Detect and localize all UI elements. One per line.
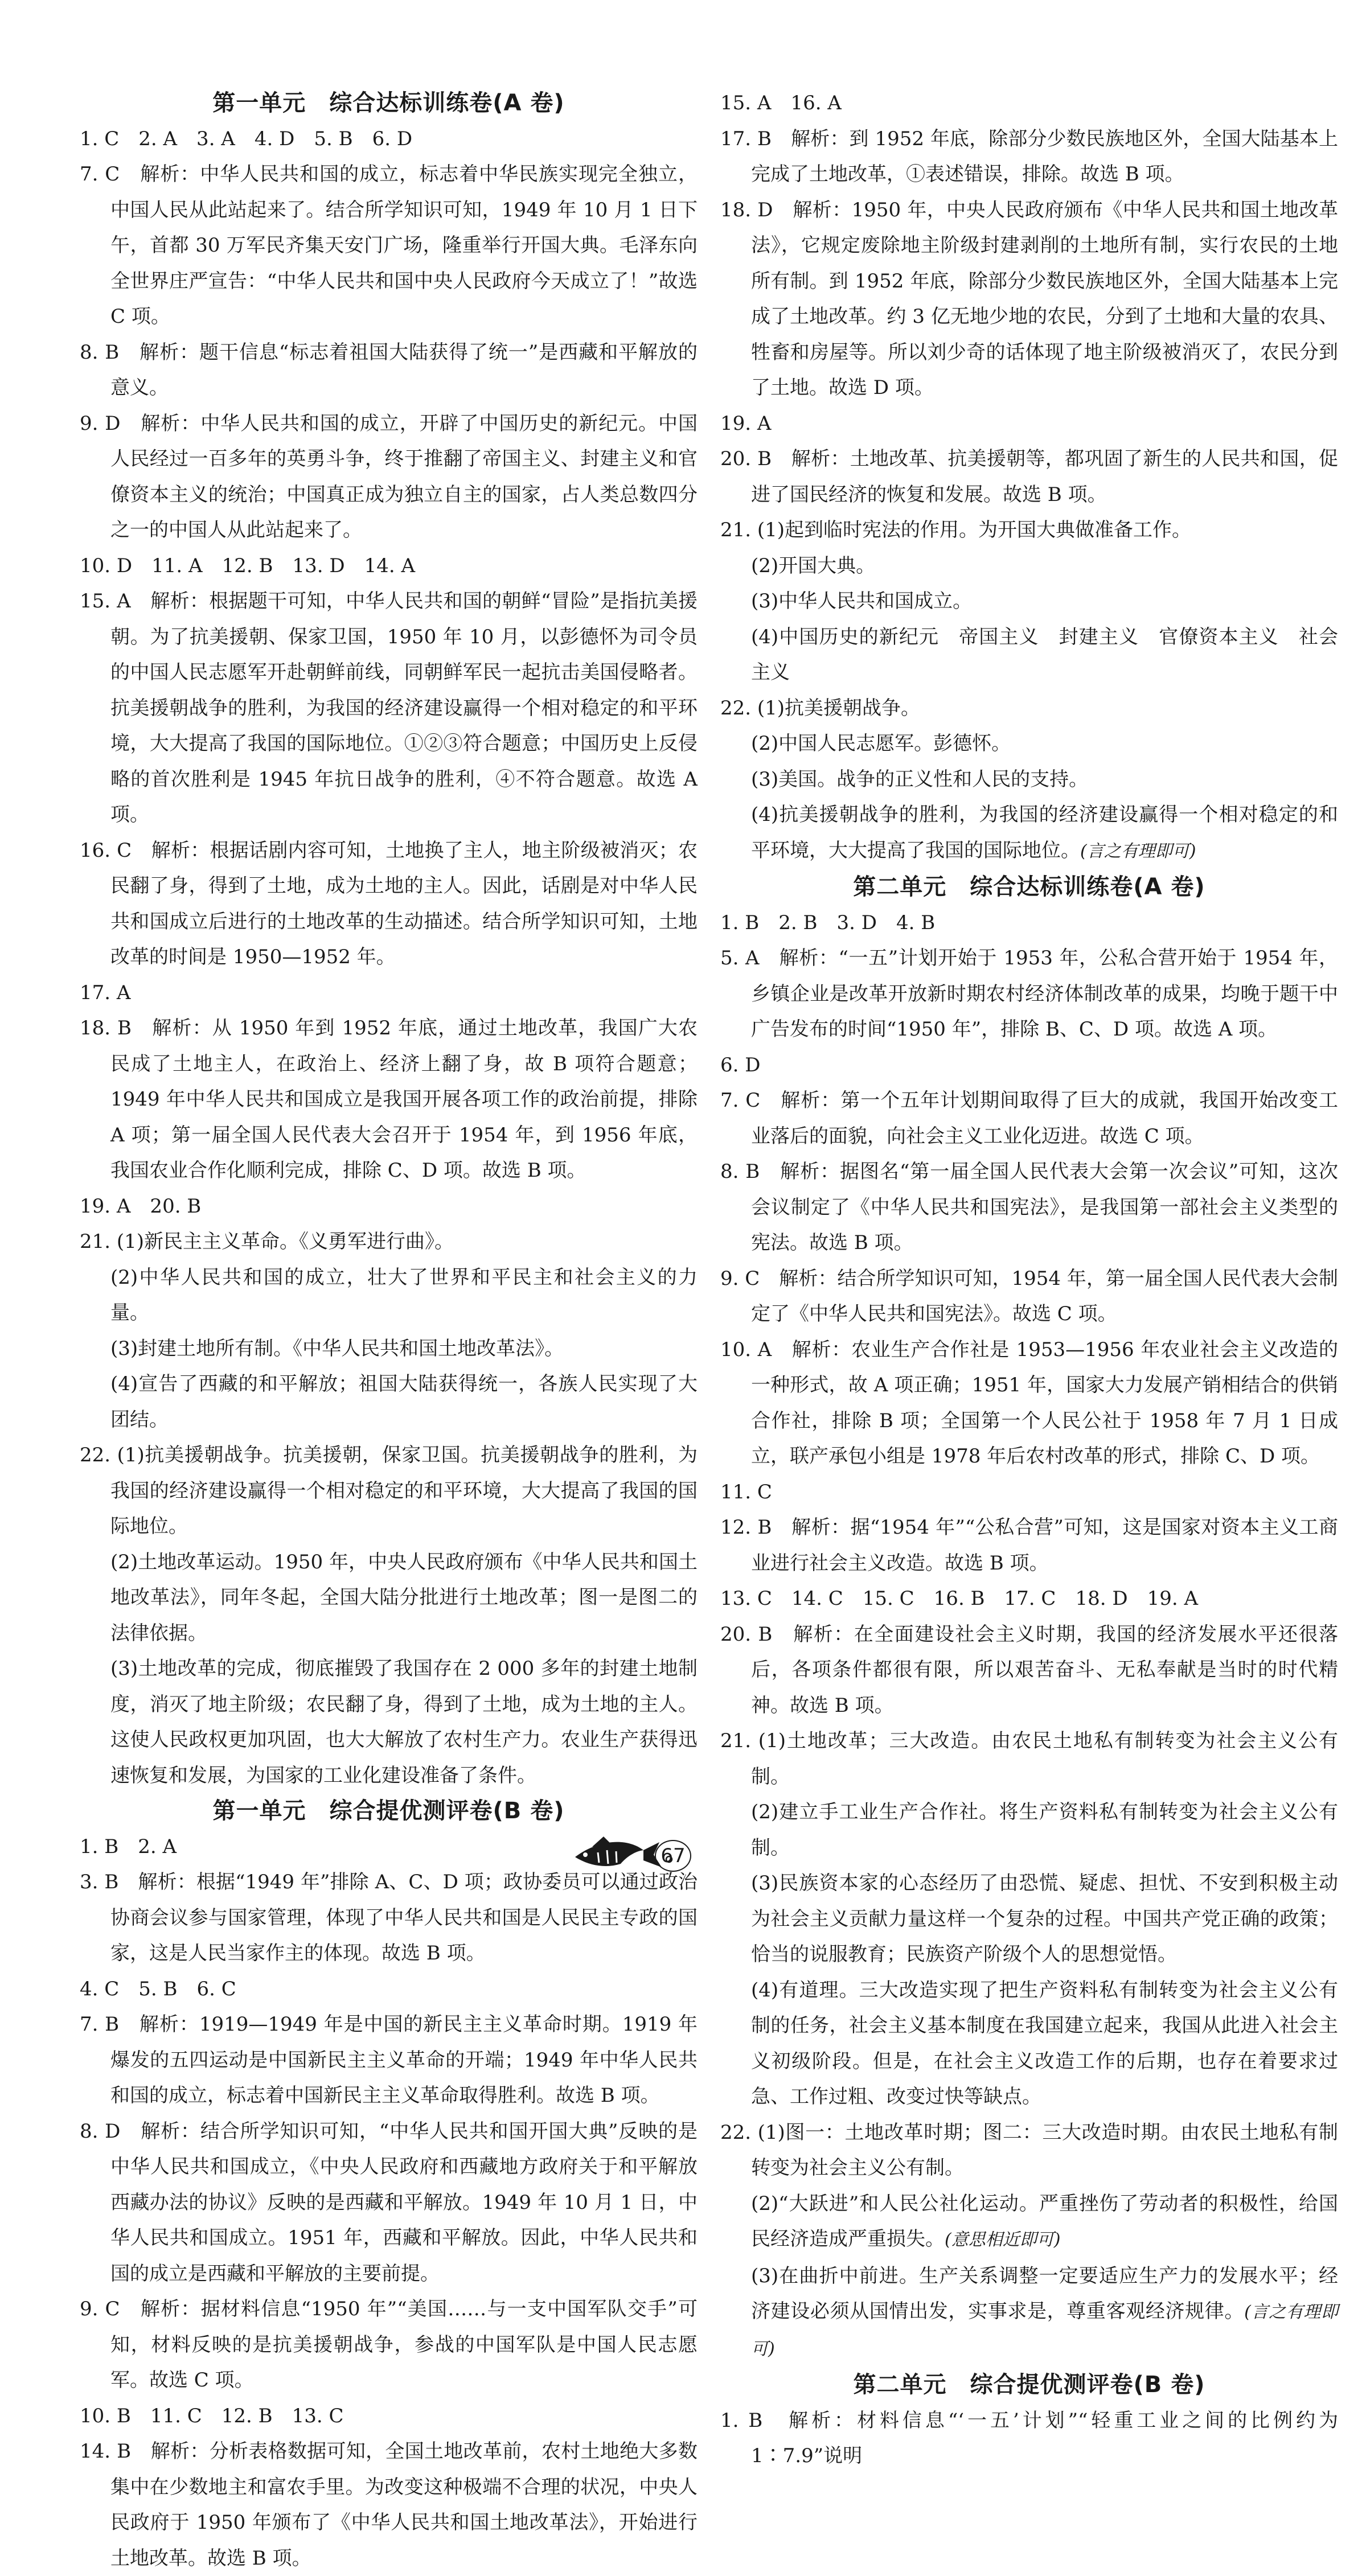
answer-text: 第一单元 综合提优测评卷(B 卷): [212, 1798, 565, 1824]
answer-text: 17. A: [80, 981, 131, 1004]
answer-text: 21. (1)新民主主义革命。《义勇军进行曲》。: [80, 1230, 454, 1253]
answer-text: 10. B 11. C 12. B 13. C: [80, 2404, 344, 2427]
answer-text: 16. C 解析：根据话剧内容可知，土地换了主人，地主阶级被消灭；农民翻了身，得到了土地，成为土地的主人。因此，话剧是对中华人民共和国成立后进行的土地改革的生动描述。结合所学知识可知，土地改革的时间是 1950—1952 年。: [80, 839, 698, 968]
answer-text: 第一单元 综合达标训练卷(A 卷): [212, 90, 565, 116]
answer-subpart: [720, 584, 1338, 619]
answer-item: [720, 1047, 1338, 1083]
answer-text: 20. B 解析：在全面建设社会主义时期，我国的经济发展水平还很落后，各项条件都很有限，所以艰苦奋斗、无私奉献是当时的时代精神。故选 B 项。: [720, 1622, 1338, 1717]
answer-text: 1. B 2. B 3. D 4. B: [720, 911, 936, 934]
answer-text: 13. C 14. C 15. C 16. B 17. C 18. D 19. A: [720, 1587, 1199, 1610]
answer-item: [80, 975, 698, 1011]
answer-item: [720, 512, 1338, 548]
answer-item: [80, 121, 698, 157]
answer-text: 20. B 解析：土地改革、抗美援朝等，都巩固了新生的人民共和国，促进了国民经济的恢复和发展。故选 B 项。: [720, 447, 1338, 506]
answer-text: (3)在曲折中前进。生产关系调整一定要适应生产力的发展水平；经济建设必须从国情出发，实事求是，尊重客观经济规律。: [751, 2264, 1338, 2323]
answer-text: 1. B 2. A: [80, 1835, 177, 1858]
answer-item: [720, 1617, 1338, 1724]
answer-text: 9. C 解析：据材料信息“1950 年”“美国……与一支中国军队交手”可知，材料反映的是抗美援朝战争，参战的中国军队是中国人民志愿军。故选 C 项。: [80, 2298, 698, 2392]
answer-text: (3)民族资本家的心态经历了由恐慌、疑虑、担忧、不安到积极主动为社会主义贡献力量这样一个复杂的过程。中国共产党正确的政策；恰当的说服教育；民族资产阶级个人的思想觉悟。: [751, 1872, 1338, 1966]
answer-text: 8. B 解析：据图名“第一届全国人民代表大会第一次会议”可知，这次会议制定了《中华人民共和国宪法》，是我国第一部社会主义类型的宪法。故选 B 项。: [720, 1160, 1338, 1254]
answer-text: 15. A 解析：根据题干可知，中华人民共和国的朝鲜“冒险”是指抗美援朝。为了抗美援朝、保家卫国，1950 年 10 月，以彭德怀为司令员的中国人民志愿军开赴朝鲜前线，同朝鲜军民一起抗击美国侵略者。抗美援朝战争的胜利，为我国的经济建设赢得一个相对稳定的和平环境，大大提高了我国的国际地位。①②③符合题意；中国历史上反侵略的首次胜利是 1945 年抗日战争的胜利，④不符合题意。故选 A 项。: [80, 590, 698, 826]
section-heading: [720, 2367, 1338, 2403]
answer-text: (4)有道理。三大改造实现了把生产资料私有制转变为社会主义公有制的任务，社会主义基本制度在我国建立起来，我国从此进入社会主义初级阶段。但是，在社会主义改造工作的后期，也存在着要求过急、工作过粗、改变过快等缺点。: [751, 1978, 1338, 2108]
answer-subpart: [720, 2258, 1338, 2368]
answer-subpart: [720, 797, 1338, 869]
answer-text: 8. D 解析：结合所学知识可知，“中华人民共和国开国大典”反映的是中华人民共和国成立，《中央人民政府和西藏地方政府关于和平解放西藏办法的协议》反映的是西藏和平解放。1949 年 10 月 1 日，中华人民共和国成立。1951 年，西藏和平解放。因此，中华人民共和国的成立是西藏和平解放的主要前提。: [80, 2119, 698, 2285]
answer-text: 18. B 解析：从 1950 年到 1952 年底，通过土地改革，我国广大农民成了土地主人，在政治上、经济上翻了身，故 B 项符合题意；1949 年中华人民共和国成立是我国开展各项工作的政治前提，排除 A 项；第一届全国人民代表大会召开于 1954 年，到 1956 年底，我国农业合作化顺利完成，排除 C、D 项。故选 B 项。: [80, 1017, 698, 1182]
answer-text: 21. (1)土地改革；三大改造。由农民土地私有制转变为社会主义公有制。: [720, 1729, 1338, 1788]
answer-text: 19. A: [720, 412, 772, 435]
answer-text: 6. D: [720, 1053, 761, 1077]
answer-text: (4)中国历史的新纪元 帝国主义 封建主义 官僚资本主义 社会主义: [751, 625, 1338, 684]
answer-subpart: [720, 2186, 1338, 2258]
answer-text: 1. C 2. A 3. A 4. D 5. B 6. D: [80, 127, 413, 150]
left-column: [80, 85, 698, 2576]
answer-subpart: [720, 1866, 1338, 1973]
answer-text: 第二单元 综合达标训练卷(A 卷): [853, 874, 1205, 900]
answer-item: [80, 1010, 698, 1189]
answer-text: 12. B 解析：据“1954 年”“公私合营”可知，这是国家对资本主义工商业进行社会主义改造。故选 B 项。: [720, 1516, 1338, 1575]
right-column: [720, 85, 1338, 2474]
answer-text: 22. (1)图一：土地改革时期；图二：三大改造时期。由农民土地私有制转变为社会主义公有制。: [720, 2121, 1338, 2179]
answer-text: 4. C 5. B 6. C: [80, 1977, 236, 2000]
answer-text: 22. (1)抗美援朝战争。抗美援朝，保家卫国。抗美援朝战争的胜利，为我国的经济建设赢得一个相对稳定的和平环境，大大提高了我国的国际地位。: [80, 1444, 698, 1538]
answer-item: [80, 2291, 698, 2398]
answer-text: (2)中华人民共和国的成立，壮大了世界和平民主和社会主义的力量。: [110, 1266, 698, 1324]
answer-item: [720, 121, 1338, 192]
answer-subpart: [80, 1651, 698, 1793]
answer-item: [720, 1332, 1338, 1474]
answer-subpart: [80, 1260, 698, 1331]
answer-item: [80, 2398, 698, 2434]
answer-item: [720, 406, 1338, 442]
answer-item: [80, 833, 698, 975]
answer-item: [80, 1189, 698, 1225]
answer-text: 3. B 解析：根据“1949 年”排除 A、C、D 项；政协委员可以通过政治协商会议参与国家管理，体现了中华人民共和国是人民民主专政的国家，这是人民当家作主的体现。故选 B 项。: [80, 1871, 698, 1965]
answer-text: 1. B 解析：材料信息“‘一五’计划”“轻重工业之间的比例约为 1∶7.9”说明: [720, 2409, 1338, 2467]
answer-note: (言之有理即可): [1080, 841, 1196, 861]
answer-text: 15. A 16. A: [720, 92, 842, 114]
answer-item: [720, 1261, 1338, 1332]
answer-item: [720, 691, 1338, 726]
answer-text: 第二单元 综合提优测评卷(B 卷): [853, 2372, 1205, 2398]
answer-item: [80, 584, 698, 833]
answer-text: 7. B 解析：1919—1949 年是中国的新民主主义革命时期。1919 年爆发的五四运动是中国新民主主义革命的开端；1949 年中华人民共和国的成立，标志着中国新民主主义革命取得胜利。故选 B 项。: [80, 2013, 698, 2107]
answer-item: [720, 1723, 1338, 1794]
answer-item: [80, 406, 698, 548]
answer-text: (3)封建土地所有制。《中华人民共和国土地改革法》。: [110, 1337, 564, 1360]
answer-subpart: [720, 1794, 1338, 1866]
answer-text: 5. A 解析：“一五”计划开始于 1953 年，公私合营开始于 1954 年，乡镇企业是改革开放新时期农村经济体制改革的成果，均晚于题干中广告发布的时间“1950 年”，排除 B、C、D 项。故选 A 项。: [720, 947, 1338, 1041]
answer-subpart: [720, 619, 1338, 691]
answer-subpart: [720, 726, 1338, 762]
answer-item: [720, 441, 1338, 512]
answer-item: [80, 1224, 698, 1260]
section-heading: [80, 85, 698, 121]
answer-text: (2)中国人民志愿军。彭德怀。: [751, 732, 1011, 755]
answer-text: 10. D 11. A 12. B 13. D 14. A: [80, 554, 416, 577]
answer-item: [80, 157, 698, 335]
answer-item: [720, 1474, 1338, 1510]
answer-text: (4)抗美援朝战争的胜利，为我国的经济建设赢得一个相对稳定的和平环境，大大提高了我国的国际地位。: [751, 803, 1338, 862]
section-heading: [80, 1793, 698, 1829]
answer-item: [80, 1971, 698, 2007]
answer-item: [720, 1581, 1338, 1617]
section-heading: [720, 869, 1338, 905]
answer-text: 21. (1)起到临时宪法的作用。为开国大典做准备工作。: [720, 519, 1192, 541]
answer-text: 9. D 解析：中华人民共和国的成立，开辟了中国历史的新纪元。中国人民经过一百多年的英勇斗争，终于推翻了帝国主义、封建主义和官僚资本主义的统治；中国真正成为独立自主的国家，占人类总数四分之一的中国人从此站起来了。: [80, 412, 698, 541]
answer-text: (4)宣告了西藏的和平解放；祖国大陆获得统一，各族人民实现了大团结。: [110, 1373, 698, 1431]
answer-note: (言之有理即可): [751, 2302, 1338, 2359]
answer-item: [720, 1154, 1338, 1261]
answer-text: 14. B 解析：分析表格数据可知，全国土地改革前，农村土地绝大多数集中在少数地主和富农手里。为改变这种极端不合理的状况，中央人民政府于 1950 年颁布了《中华人民共和国土地改革法》，开始进行土地改革。故选 B 项。: [80, 2440, 698, 2570]
answer-text: (2)建立手工业生产合作社。将生产资料私有制转变为社会主义公有制。: [751, 1801, 1338, 1859]
answer-subpart: [720, 548, 1338, 584]
answer-text: (2)“大跃进”和人民公社化运动。严重挫伤了劳动者的积极性，给国民经济造成严重损失。: [751, 2192, 1338, 2250]
answer-text: 7. C 解析：第一个五年计划期间取得了巨大的成就，我国开始改变工业落后的面貌，向社会主义工业化迈进。故选 C 项。: [720, 1089, 1338, 1148]
answer-item: [80, 2434, 698, 2576]
answer-text: 10. A 解析：农业生产合作社是 1953—1956 年农业社会主义改造的一种形式，故 A 项正确；1951 年，国家大力发展产销相结合的供销合作社，排除 B 项；全国第一个人民公社于 1958 年 7 月 1 日成立，联产承包小组是 1978 年后农村改革的形式，排除 C、D 项。: [720, 1338, 1338, 1468]
answer-text: 19. A 20. B: [80, 1194, 202, 1218]
answer-text: (2)开国大典。: [751, 554, 876, 577]
answer-item: [80, 1864, 698, 1971]
answer-item: [80, 548, 698, 584]
answer-text: (2)土地改革运动。1950 年，中央人民政府颁布《中华人民共和国土地改革法》，同年冬起，全国大陆分批进行土地改革；图一是图二的法律依据。: [110, 1550, 698, 1645]
answer-text: 8. B 解析：题干信息“标志着祖国大陆获得了统一”是西藏和平解放的意义。: [80, 340, 698, 399]
answer-item: [720, 905, 1338, 941]
answer-item: [720, 2115, 1338, 2186]
answer-item: [720, 85, 1338, 121]
answer-subpart: [80, 1331, 698, 1367]
answer-text: 11. C: [720, 1480, 772, 1503]
answer-text: 7. C 解析：中华人民共和国的成立，标志着中华民族实现完全独立，中国人民从此站起来了。结合所学知识可知，1949 年 10 月 1 日下午，首都 30 万军民齐集天安门广场，隆重举行开国大典。毛泽东向全世界庄严宣告：“中华人民共和国中央人民政府今天成立了！”故选 C 项。: [80, 163, 698, 328]
answer-text: 22. (1)抗美援朝战争。: [720, 696, 921, 720]
answer-item: [80, 335, 698, 406]
answer-item: [720, 940, 1338, 1047]
answer-note: (意思相近即可): [945, 2230, 1061, 2250]
answer-text: 9. C 解析：结合所学知识可知，1954 年，第一届全国人民代表大会制定了《中华人民共和国宪法》。故选 C 项。: [720, 1267, 1338, 1325]
answer-item: [80, 2007, 698, 2114]
answer-item: [720, 1083, 1338, 1154]
answer-item: [80, 2114, 698, 2292]
answer-text: (3)土地改革的完成，彻底摧毁了我国存在 2 000 多年的封建土地制度，消灭了地主阶级；农民翻了身，得到了土地，成为土地的主人。这使人民政权更加巩固，也大大解放了农村生产力。农业生产获得迅速恢复和发展，为国家的工业化建设准备了条件。: [110, 1657, 698, 1787]
answer-text: 18. D 解析：1950 年，中央人民政府颁布《中华人民共和国土地改革法》，它规定废除地主阶级封建剥削的土地所有制，实行农民的土地所有制。到 1952 年底，除部分少数民族地区外，全国大陆基本上完成了土地改革。约 3 亿无地少地的农民，分到了土地和大量的农具、牲畜和房屋等。所以刘少奇的话体现了地主阶级被消灭了，农民分到了土地。故选 D 项。: [720, 198, 1338, 399]
answer-text: 17. B 解析：到 1952 年底，除部分少数民族地区外，全国大陆基本上完成了土地改革，①表述错误，排除。故选 B 项。: [720, 127, 1338, 186]
answer-item: [720, 1510, 1338, 1581]
page-number: 67: [655, 1840, 691, 1872]
answer-subpart: [80, 1366, 698, 1437]
answer-text: (3)中华人民共和国成立。: [751, 590, 973, 613]
answer-item: [80, 1437, 698, 1544]
answer-item: [720, 2403, 1338, 2474]
answer-item: [720, 192, 1338, 406]
answer-text: (3)美国。战争的正义性和人民的支持。: [751, 767, 1089, 791]
answer-subpart: [720, 1973, 1338, 2115]
answer-subpart: [720, 762, 1338, 798]
answer-subpart: [80, 1544, 698, 1651]
